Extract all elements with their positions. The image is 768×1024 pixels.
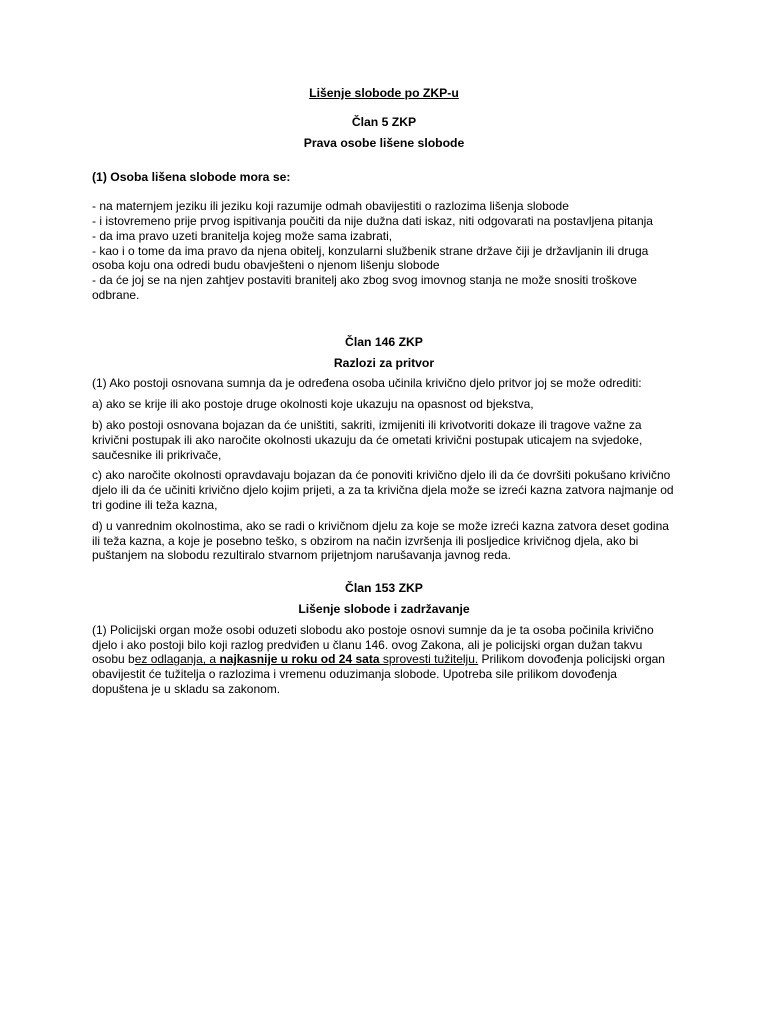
article-153-title: Član 153 ZKP xyxy=(345,581,423,596)
list-item: - da će joj se na njen zahtjev postaviti branitelj ako zbog svog imovnog stanja ne može snositi troškove odbrane. xyxy=(92,273,637,302)
article-146-subtitle: Razlozi za pritvor xyxy=(333,355,435,370)
article-153-paragraph xyxy=(92,623,676,697)
article-146-paragraph: (1) Ako postoji osnovana sumnja da je određena osoba učinila krivično djelo pritvor joj se može odrediti: xyxy=(92,376,642,391)
article-146-title: Član 146 ZKP xyxy=(345,334,423,349)
article-5-list xyxy=(92,199,676,303)
article-5-title: Član 5 ZKP xyxy=(351,114,417,129)
article-146-paragraph: d) u vanrednim okolnostima, ako se radi o krivičnom djelu za koje se može izreći kazna zatvora deset godina ili teža kazna, a koje je posebno teško, s obzirom na način izvršenja ili posljedice krivičnog djela, ako bi puštanjem na slobodu rezultiralo stvarnom prijetnjom narušavanja javnog reda. xyxy=(92,518,669,563)
article-146-paragraph: c) ako naročite okolnosti opravdavaju bojazan da će ponoviti krivično djelo ili da će dovršiti pokušano krivično djelo ili da će učiniti krivično djelo kojim prijeti, a za ta krivična djela može se izreći kazna zatvora najmanje od tri godine ili teža kazna, xyxy=(92,468,674,512)
underlined-text: ez odlaganja, a xyxy=(134,652,220,667)
article-5-heading: (1) Osoba lišena slobode mora se: xyxy=(92,170,291,185)
article-146-paragraph: a) ako se krije ili ako postoje druge okolnosti koje ukazuju na opasnost od bjekstva, xyxy=(92,397,534,412)
document-page xyxy=(92,86,676,697)
article-153-subtitle: Lišenje slobode i zadržavanje xyxy=(298,601,470,616)
list-item: - i istovremeno prije prvog ispitivanja poučiti da nije dužna dati iskaz, niti odgovarati na postavljena pitanja xyxy=(92,213,653,228)
paragraph-text: (1) Policijski organ može osobi oduzeti slobodu ako postoje osnovi sumnje da je ta osoba počinila krivično djelo i ako postoji bilo koji razlog predviđen u članu 146. ovog Zakona, ali je policijski organ dužan takvu osobu b xyxy=(92,622,654,667)
paragraph-text: Prilikom dovođenja policijski organ obavijestit će tužitelja o razlozima i vremenu oduzimanja slobode. Upotreba sile prilikom dovođenja dopuštena je u skladu sa zakonom. xyxy=(92,652,665,696)
list-item: - na maternjem jeziku ili jeziku koji razumije odmah obavijestiti o razlozima lišenja slobode xyxy=(92,199,569,214)
underlined-text: sprovesti tužitelju. xyxy=(379,652,479,667)
article-146-paragraph: b) ako postoji osnovana bojazan da će uništiti, sakriti, izmijeniti ili krivotvoriti dokaze ili tragove važne za krivični postupak ili ako naročite okolnosti ukazuju da će ometati krivični postupak uticajem na svjedoke, saučesnike ili prikrivače, xyxy=(92,417,643,462)
bold-underlined-deadline: najkasnije u roku od 24 sata xyxy=(219,652,380,667)
article-5-subtitle: Prava osobe lišene slobode xyxy=(303,135,465,150)
list-item: - kao i o tome da ima pravo da njena obitelj, konzularni službenik strane države čiji je državljanin ili druga osoba koju ona odredi budu obavješteni o njenom lišenju slobode xyxy=(92,243,649,273)
list-item: - da ima pravo uzeti branitelja kojeg može sama izabrati, xyxy=(92,228,393,243)
document-title: Lišenje slobode po ZKP-u xyxy=(309,86,459,100)
